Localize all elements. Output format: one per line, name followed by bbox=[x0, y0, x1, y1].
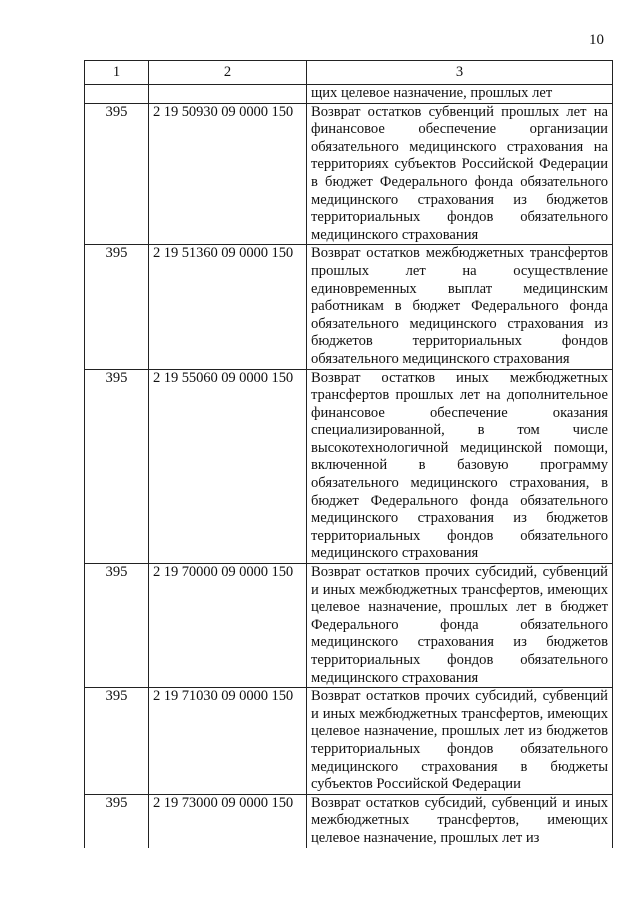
row-description: Возврат остатков субвенций прошлых лет на финансовое обеспечение организации обязательного медицинского страхования на территориях субъектов Российской Федерации в бюджет Федерального фонда обязательного медицинского страхования из бюджетов территориальных фондов обязательного медицинского страхования bbox=[307, 103, 613, 245]
row-description: Возврат остатков субсидий, субвенций и иных межбюджетных трансфертов, имеющих целевое назначение, прошлых лет из bbox=[307, 794, 613, 847]
budget-classification-table bbox=[84, 60, 613, 848]
admin-code: 395 bbox=[85, 369, 149, 564]
column-header-2: 2 bbox=[149, 61, 307, 85]
column-header-1: 1 bbox=[85, 61, 149, 85]
table-row bbox=[85, 103, 613, 245]
table-row bbox=[85, 794, 613, 847]
admin-code: 395 bbox=[85, 564, 149, 688]
budget-code: 2 19 51360 09 0000 150 bbox=[149, 245, 307, 369]
continuation-admin-cell bbox=[85, 85, 149, 104]
column-header-3: 3 bbox=[307, 61, 613, 85]
table-row bbox=[85, 369, 613, 564]
table-row bbox=[85, 564, 613, 688]
budget-code: 2 19 55060 09 0000 150 bbox=[149, 369, 307, 564]
continuation-description: щих целевое назначение, прошлых лет bbox=[307, 85, 613, 104]
budget-code: 2 19 70000 09 0000 150 bbox=[149, 564, 307, 688]
continuation-row bbox=[85, 85, 613, 104]
continuation-code-cell bbox=[149, 85, 307, 104]
row-description: Возврат остатков иных межбюджетных трансфертов прошлых лет на дополнительное финансовое обеспечение оказания специализированной, в том числе высокотехнологичной медицинской помощи, включенной в базовую программу обязательного медицинского страхования, в бюджет Федерального фонда обязательного медицинского страхования из бюджетов территориальных фондов обязательного медицинского страхования bbox=[307, 369, 613, 564]
row-description: Возврат остатков прочих субсидий, субвенций и иных межбюджетных трансфертов, имеющих целевое назначение, прошлых лет в бюджет Федерального фонда обязательного медицинского страхования из бюджетов территориальных фондов обязательного медицинского страхования bbox=[307, 564, 613, 688]
table-row bbox=[85, 245, 613, 369]
admin-code: 395 bbox=[85, 794, 149, 847]
admin-code: 395 bbox=[85, 245, 149, 369]
row-description: Возврат остатков межбюджетных трансфертов прошлых лет на осуществление единовременных выплат медицинским работникам в бюджет Федерального фонда обязательного медицинского страхования из бюджетов территориальных фондов обязательного медицинского страхования bbox=[307, 245, 613, 369]
budget-code: 2 19 73000 09 0000 150 bbox=[149, 794, 307, 847]
table-header-row bbox=[85, 61, 613, 85]
admin-code: 395 bbox=[85, 688, 149, 795]
page-number: 10 bbox=[589, 32, 604, 48]
table-row bbox=[85, 688, 613, 795]
row-description: Возврат остатков прочих субсидий, субвенций и иных межбюджетных трансфертов, имеющих целевое назначение, прошлых лет из бюджетов территориальных фондов обязательного медицинского страхования в бюджеты субъектов Российской Федерации bbox=[307, 688, 613, 795]
budget-code: 2 19 71030 09 0000 150 bbox=[149, 688, 307, 795]
admin-code: 395 bbox=[85, 103, 149, 245]
budget-code: 2 19 50930 09 0000 150 bbox=[149, 103, 307, 245]
